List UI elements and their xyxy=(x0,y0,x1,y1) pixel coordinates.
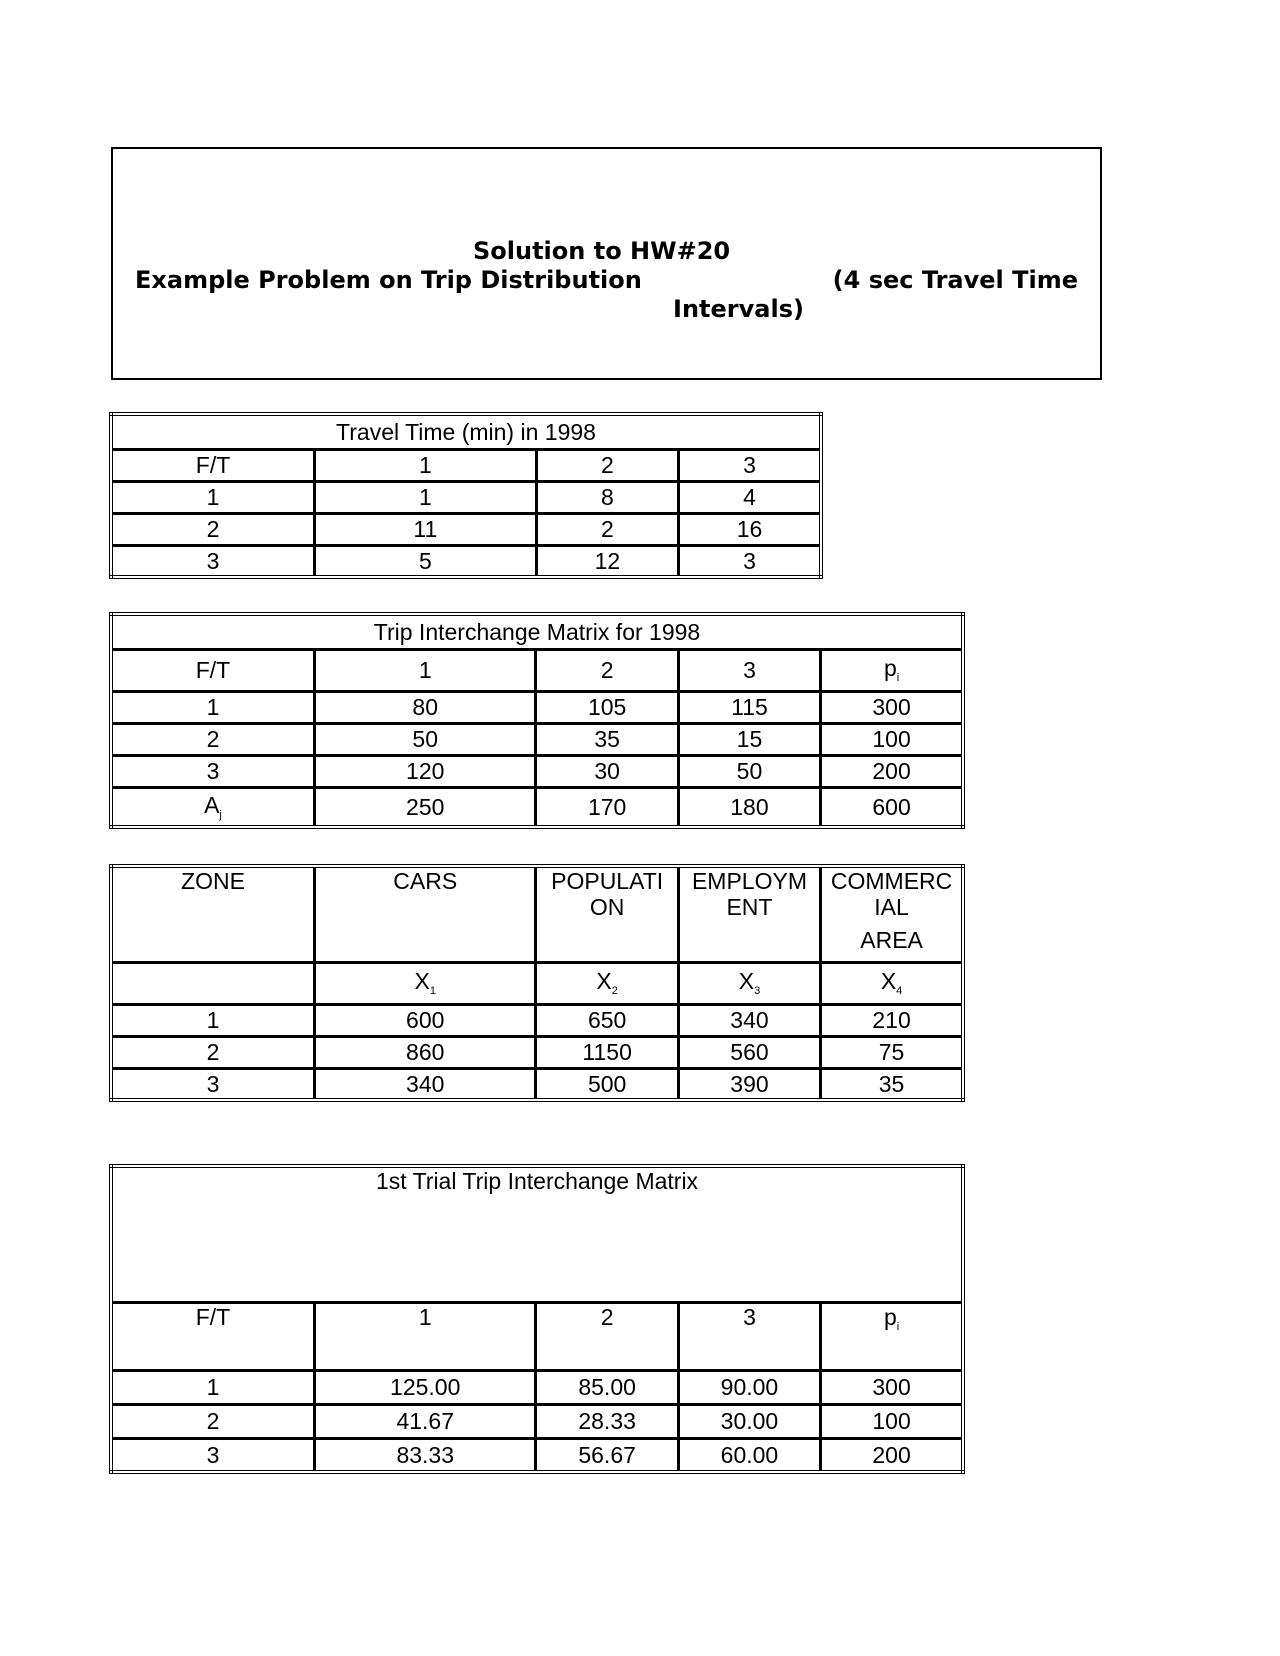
table-cell: $A_j$ xyxy=(111,787,314,827)
zone-data-table xyxy=(109,864,965,1102)
table-cell: 200 xyxy=(821,755,963,787)
header-cell: COMMERC IAL AREA xyxy=(821,866,963,962)
table-cell: 860 xyxy=(314,1036,536,1068)
table-cell: 340 xyxy=(678,1004,820,1036)
header-cell: $p_i$ xyxy=(821,649,963,691)
table-cell: 35 xyxy=(821,1068,963,1100)
table-cell: 50 xyxy=(314,723,536,755)
header-cell: 3 xyxy=(679,449,821,481)
table-cell: 15 xyxy=(678,723,820,755)
title-line-1: Solution to HW#20 xyxy=(473,237,731,265)
table-cell: 1 xyxy=(315,481,537,513)
table-cell: 500 xyxy=(536,1068,678,1100)
table-cell: 3 xyxy=(111,1068,314,1100)
table-cell: 100 xyxy=(821,723,963,755)
table-cell: 210 xyxy=(821,1004,963,1036)
table-cell: 1 xyxy=(111,481,315,513)
table-cell: 12 xyxy=(536,545,678,577)
table-cell: 30.00 xyxy=(678,1404,820,1438)
table-cell: 80 xyxy=(314,691,536,723)
table-row xyxy=(111,1036,963,1068)
table-row xyxy=(111,1404,963,1438)
header-cell: CARS xyxy=(314,866,536,962)
table-cell: 390 xyxy=(678,1068,820,1100)
table-cell: 90.00 xyxy=(678,1370,820,1404)
header-cell: ZONE xyxy=(111,866,314,962)
table-row xyxy=(111,755,963,787)
table-row xyxy=(111,1438,963,1472)
header-cell: $p_i$ xyxy=(821,1302,963,1370)
header-cell: F/T xyxy=(111,1302,314,1370)
table-row xyxy=(111,513,821,545)
table-cell xyxy=(111,962,314,1004)
table-cell: 200 xyxy=(821,1438,963,1472)
header-cell: 1 xyxy=(315,449,537,481)
table-row xyxy=(111,691,963,723)
table-row xyxy=(111,1004,963,1036)
table-cell: 120 xyxy=(314,755,536,787)
header-cell: 3 xyxy=(678,1302,820,1370)
table-cell: $X_2$ xyxy=(536,962,678,1004)
table-cell: 3 xyxy=(111,545,315,577)
table-row xyxy=(111,1370,963,1404)
table-cell: 8 xyxy=(536,481,678,513)
table-row xyxy=(111,1068,963,1100)
table-cell: 2 xyxy=(536,513,678,545)
table-cell: 35 xyxy=(536,723,678,755)
table-cell: 250 xyxy=(314,787,536,827)
table-cell: 600 xyxy=(821,787,963,827)
title-line-3: Intervals) xyxy=(673,295,804,323)
table-cell: 5 xyxy=(315,545,537,577)
table-cell: 3 xyxy=(111,1438,314,1472)
title-box xyxy=(111,147,1102,380)
table-cell: 105 xyxy=(536,691,678,723)
table-cell: $X_4$ xyxy=(821,962,963,1004)
header-cell: F/T xyxy=(111,449,315,481)
table-cell: $X_1$ xyxy=(314,962,536,1004)
header-cell: POPULATI ON xyxy=(536,866,678,962)
table-cell: 3 xyxy=(111,755,314,787)
header-cell: EMPLOYM ENT xyxy=(678,866,820,962)
table-row xyxy=(111,481,821,513)
table-cell: 125.00 xyxy=(314,1370,536,1404)
table-row xyxy=(111,545,821,577)
trip-matrix-table xyxy=(109,612,965,829)
first-trial-table xyxy=(109,1164,965,1474)
table-cell: 30 xyxy=(536,755,678,787)
table-cell: 1 xyxy=(111,1004,314,1036)
header-cell: 1 xyxy=(314,1302,536,1370)
table-cell: 1150 xyxy=(536,1036,678,1068)
table-cell: 85.00 xyxy=(536,1370,678,1404)
table-cell: 75 xyxy=(821,1036,963,1068)
header-cell: 2 xyxy=(536,649,678,691)
travel-time-caption: Travel Time (min) in 1998 xyxy=(111,414,821,449)
table-cell: 100 xyxy=(821,1404,963,1438)
table-cell: 50 xyxy=(678,755,820,787)
table-cell: 11 xyxy=(315,513,537,545)
table-cell: 170 xyxy=(536,787,678,827)
table-cell: 28.33 xyxy=(536,1404,678,1438)
table-cell: 60.00 xyxy=(678,1438,820,1472)
table-cell: 2 xyxy=(111,513,315,545)
table-cell: 41.67 xyxy=(314,1404,536,1438)
table-cell: 4 xyxy=(679,481,821,513)
header-cell: F/T xyxy=(111,649,314,691)
table-cell: $X_3$ xyxy=(678,962,820,1004)
table-cell: 3 xyxy=(679,545,821,577)
table-cell: 180 xyxy=(678,787,820,827)
table-cell: 1 xyxy=(111,1370,314,1404)
table-cell: 300 xyxy=(821,1370,963,1404)
table-cell: 650 xyxy=(536,1004,678,1036)
header-cell: 3 xyxy=(678,649,820,691)
table-cell: 560 xyxy=(678,1036,820,1068)
travel-time-table xyxy=(109,412,823,579)
trip-matrix-caption: Trip Interchange Matrix for 1998 xyxy=(111,614,963,649)
header-cell: 2 xyxy=(536,449,678,481)
table-cell: 2 xyxy=(111,723,314,755)
table-cell: 2 xyxy=(111,1036,314,1068)
title-line-2-left: Example Problem on Trip Distribution xyxy=(135,266,642,294)
table-cell: 600 xyxy=(314,1004,536,1036)
table-cell: 115 xyxy=(678,691,820,723)
table-row xyxy=(111,723,963,755)
title-line-2-right: (4 sec Travel Time xyxy=(832,266,1078,294)
table-cell: 56.67 xyxy=(536,1438,678,1472)
table-cell: 2 xyxy=(111,1404,314,1438)
table-cell: 340 xyxy=(314,1068,536,1100)
table-cell: 1 xyxy=(111,691,314,723)
table-cell: 300 xyxy=(821,691,963,723)
header-cell: 1 xyxy=(314,649,536,691)
table-cell: 16 xyxy=(679,513,821,545)
header-cell: 2 xyxy=(536,1302,678,1370)
table-cell: 83.33 xyxy=(314,1438,536,1472)
first-trial-caption: 1st Trial Trip Interchange Matrix xyxy=(111,1166,963,1302)
table-row xyxy=(111,787,963,827)
